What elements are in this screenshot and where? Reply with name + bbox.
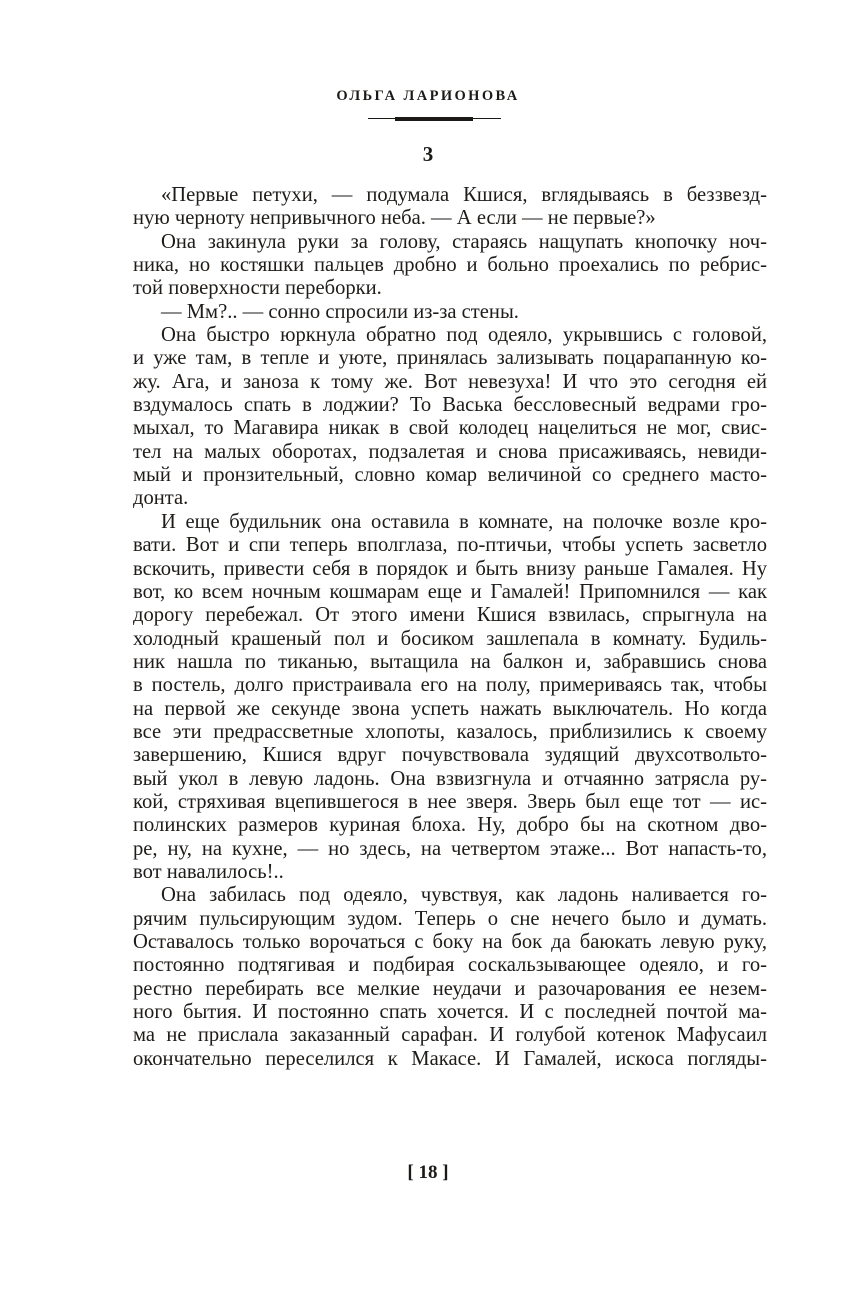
text-line: полинских размеров куриная блоха. Ну, добро бы на скотном дво- <box>133 814 767 837</box>
text-line: «Первые петухи, — подумала Кшися, вглядываясь в беззвезд- <box>161 184 767 206</box>
text-line: ного бытия. И постоянно спать хочется. И с последней почтой ма- <box>133 1001 767 1024</box>
text-line: вскочить, привести себя в порядок и быть внизу раньше Гамалея. Ну <box>133 557 767 580</box>
text-line: вати. Вот и спи теперь вполглаза, по-птичьи, чтобы успеть засветло <box>133 534 767 557</box>
text-line: ре, ну, на кухне, — но здесь, на четвертом этаже... Вот напасть-то, <box>133 837 767 860</box>
text-line: мый и пронзительный, словно комар величиной со среднего масто- <box>133 464 767 487</box>
text-line: вый укол в левую ладонь. Она взвизгнула и отчаянно затрясла ру- <box>133 767 767 790</box>
text-line: постоянно подтягивая и подбирая соскальзывающее одеяло, и го- <box>133 954 767 977</box>
text-line: Оставалось только ворочаться с боку на бок да баюкать левую руку, <box>133 931 767 953</box>
text-line: Она закинула руки за голову, стараясь нащупать кнопочку ноч- <box>161 230 767 253</box>
text-line: ма не прислала заказанный сарафан. И голубой котенок Мафусаил <box>133 1024 767 1047</box>
text-line: донта. <box>133 487 189 510</box>
text-line: вздумалось спать в лоджии? То Васька бессловесный ведрами гро- <box>133 394 767 417</box>
text-line: вот, ко всем ночным кошмарам еще и Гамалей! Припомнился — как <box>133 580 767 603</box>
text-line: Она забилась под одеяло, чувствуя, как ладонь наливается го- <box>161 884 767 907</box>
text-line: и уже там, в тепле и уюте, принялась зализывать поцарапанную ко- <box>133 347 767 370</box>
text-line: Она быстро юркнула обратно под одеяло, укрывшись с головой, <box>161 324 767 347</box>
text-line: рячим пульсирующим зудом. Теперь о сне нечего было и думать. <box>133 907 767 930</box>
text-line: мыхал, то Магавира никак в свой колодец нацелиться не мог, свис- <box>133 417 767 440</box>
text-line: холодный крашеный пол и босиком зашлепала в комнату. Будиль- <box>133 627 767 650</box>
text-line: ника, но костяшки пальцев дробно и больно проехались по ребрис- <box>133 254 767 277</box>
text-line: той поверхности переборки. <box>133 277 382 300</box>
text-line: кой, стряхивая вцепившегося в нее зверя. Зверь был еще тот — ис- <box>133 790 767 813</box>
text-line: дорогу перебежал. От этого имени Кшися взвилась, спрыгнула на <box>133 604 767 627</box>
text-line: в постель, долго пристраивала его на полу, примериваясь так, чтобы <box>133 674 767 697</box>
text-line: все эти предрассветные хлопоты, казалось, приблизились к своему <box>133 720 767 743</box>
text-line: жу. Ага, и заноза к тому же. Вот невезуха! И что это сегодня ей <box>133 370 767 393</box>
text-line: тел на малых оборотах, подзалетая и снова присаживаясь, невиди- <box>133 440 767 463</box>
text-line: — Мм?.. — сонно спросили из-за стены. <box>161 300 519 323</box>
text-line: на первой же секунде звона успеть нажать выключатель. Но когда <box>133 697 767 720</box>
text-line: ную черноту непривычного неба. — А если — не первые?» <box>133 207 656 230</box>
text-line: вот навалилось!.. <box>133 860 284 883</box>
running-head-author: ОЛЬГА ЛАРИОНОВА <box>336 88 520 104</box>
text-line: завершению, Кшися вдруг почувствовала зудящий двухсотвольто- <box>133 744 767 767</box>
text-line: ник нашла по тиканью, вытащила на балкон и, забравшись снова <box>133 650 767 673</box>
text-line: окончательно переселился к Макасе. И Гамалей, искоса погляды- <box>133 1047 767 1070</box>
page-number: [ 18 ] <box>407 1162 449 1183</box>
body-text <box>133 184 767 1071</box>
chapter-number: 3 <box>422 142 434 166</box>
text-line: рестно перебирать все мелкие неудачи и разочарования ее незем- <box>133 977 767 1000</box>
header-rule-thick <box>395 117 473 121</box>
text-line: И еще будильник она оставила в комнате, на полочке возле кро- <box>161 510 767 533</box>
